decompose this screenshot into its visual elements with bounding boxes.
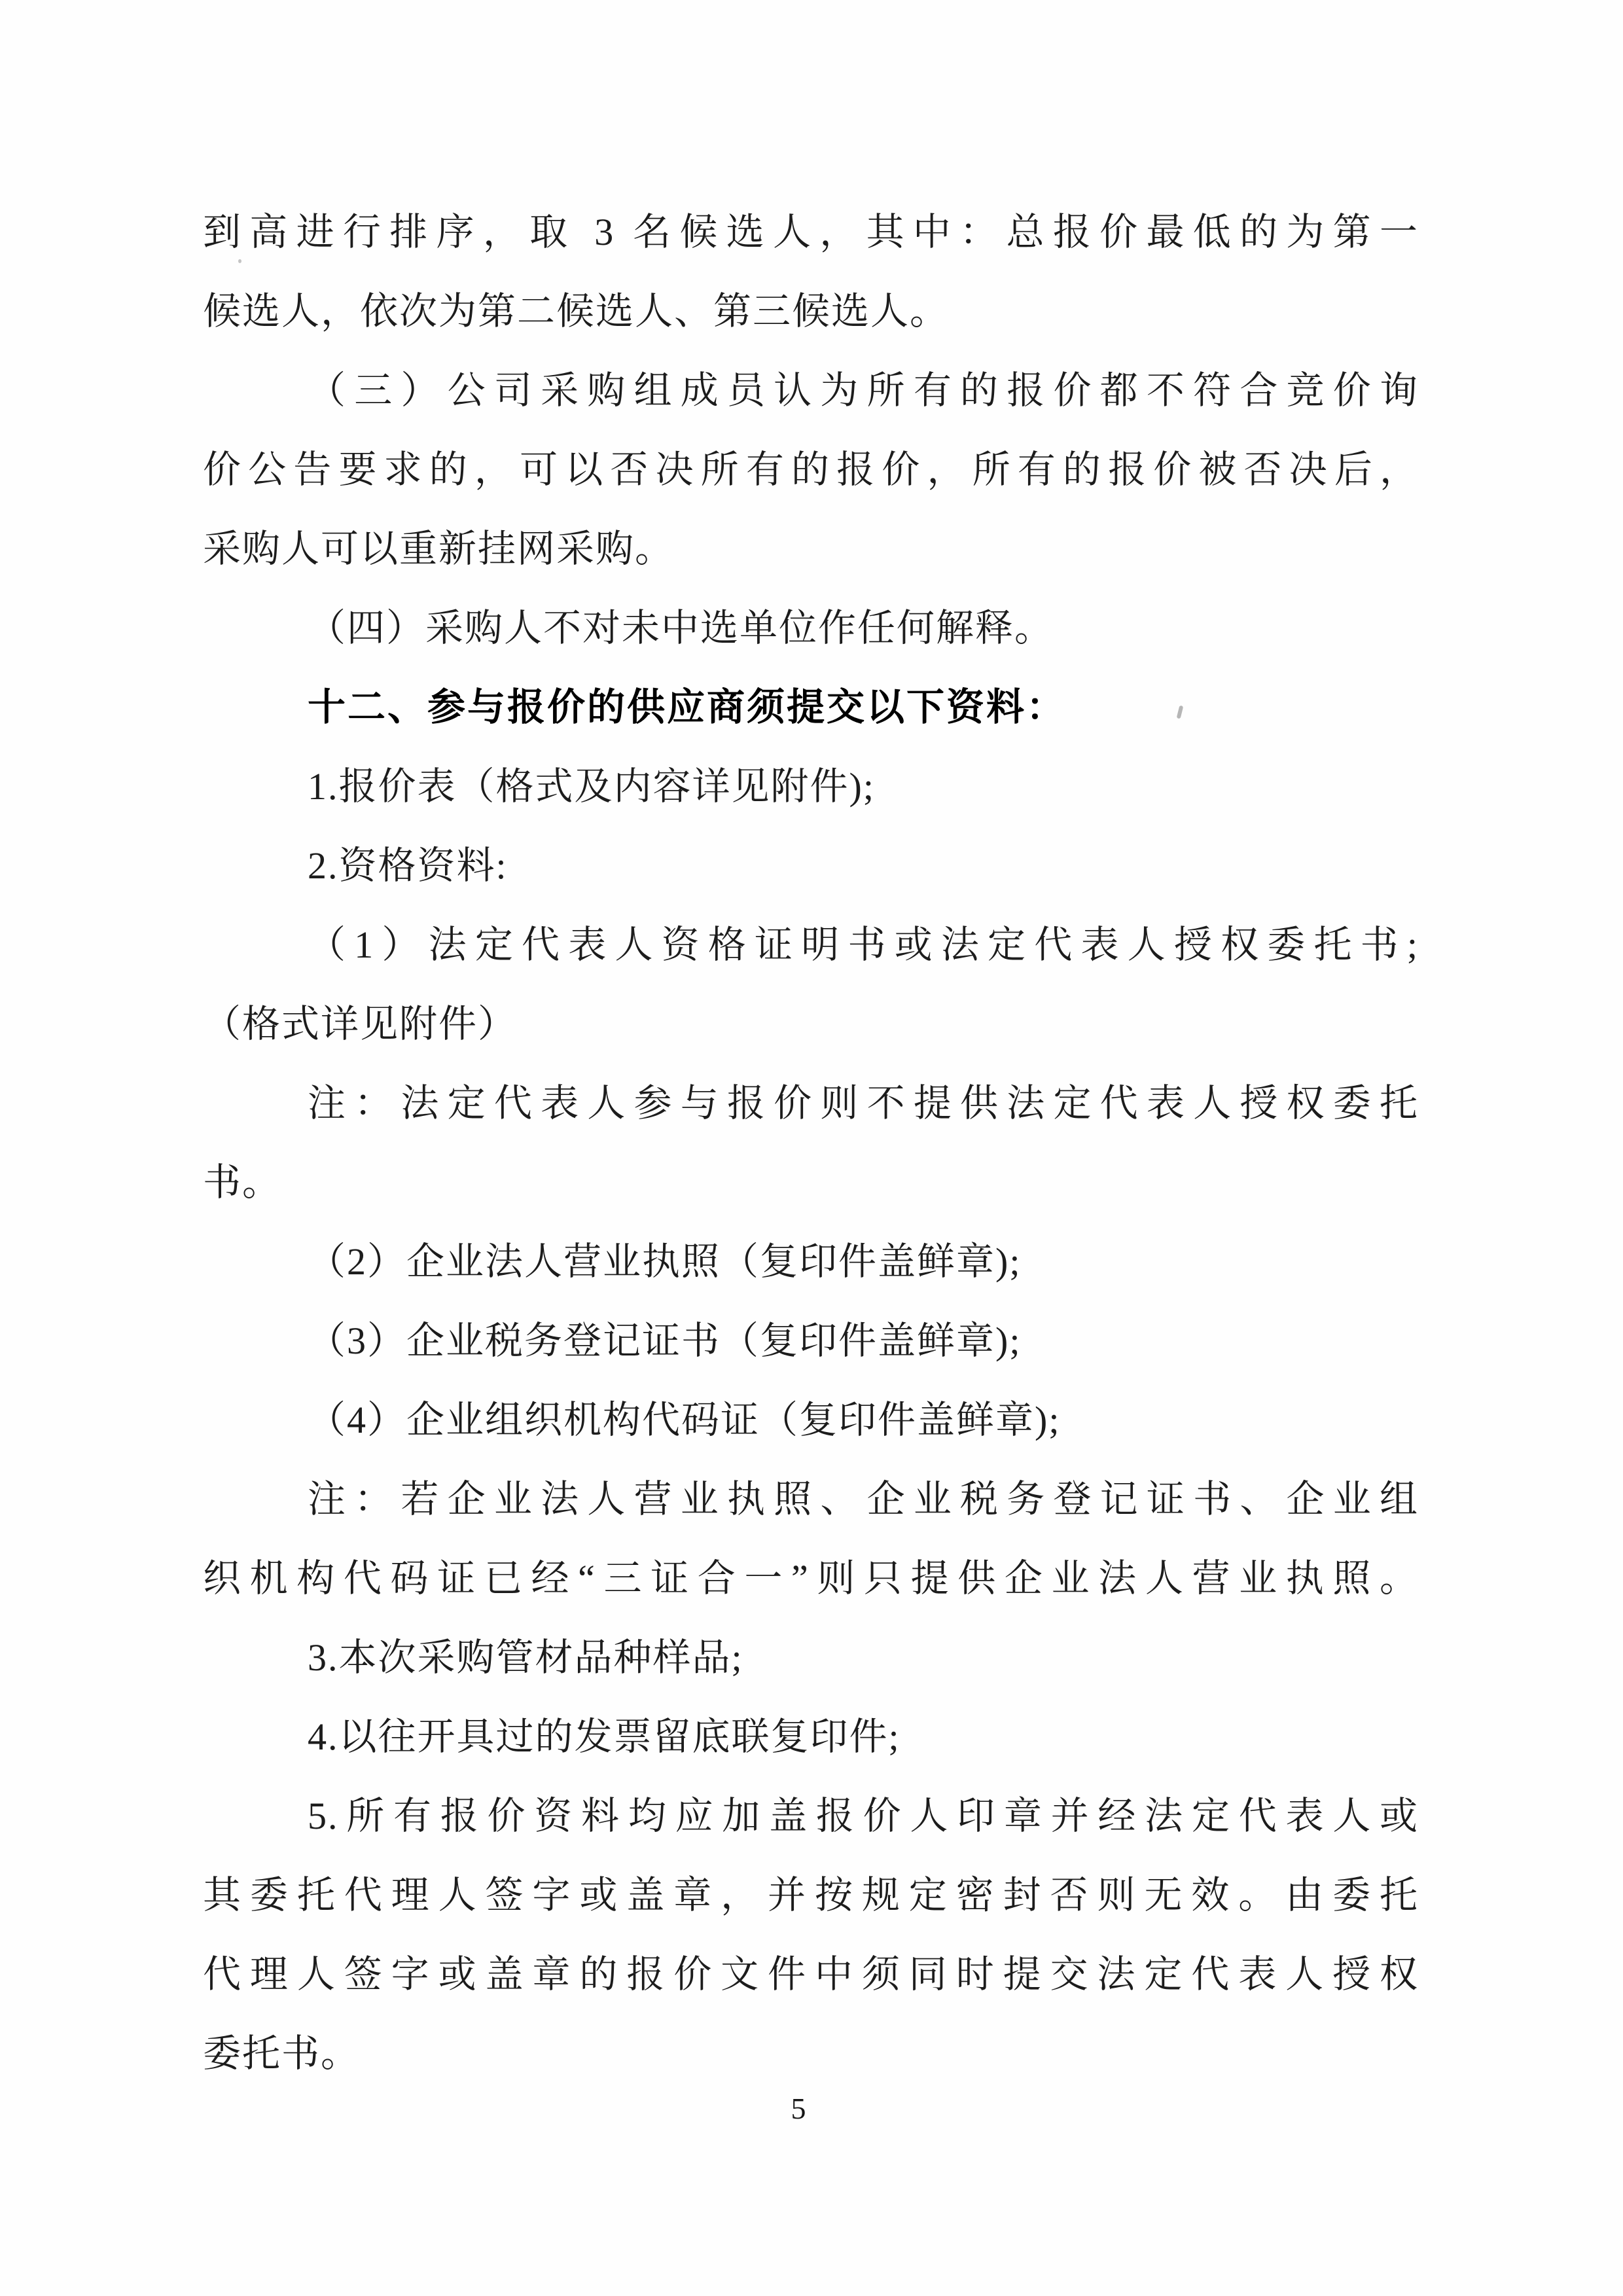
text-line: 委托书。 [203, 2032, 361, 2075]
text-line: （2）企业法人营业执照（复印件盖鲜章); [308, 1240, 1022, 1283]
text-line: 3.本次采购管材品种样品; [308, 1636, 743, 1679]
text-block [203, 192, 1419, 2093]
text-line: 注：法定代表人参与报价则不提供法定代表人授权委托 [308, 1082, 1419, 1124]
text-line: 十二、参与报价的供应商须提交以下资料： [308, 686, 1067, 728]
text-line: 4.以往开具过的发票留底联复印件; [308, 1715, 901, 1758]
text-line: （格式详见附件） [203, 1003, 518, 1045]
text-line: （1）法定代表人资格证明书或法定代表人授权委托书; [308, 924, 1419, 966]
text-line: （三）公司采购组成员认为所有的报价都不符合竞价询 [308, 369, 1419, 412]
text-line: 书。 [203, 1161, 282, 1204]
text-line: 1.报价表（格式及内容详见附件); [308, 765, 875, 808]
text-line: 到高进行排序，取 3 名候选人，其中：总报价最低的为第一 [203, 211, 1419, 253]
text-line: 其委托代理人签字或盖章，并按规定密封否则无效。由委托 [203, 1874, 1419, 1916]
text-line: 候选人，依次为第二候选人、第三候选人。 [203, 290, 950, 332]
text-line: （4）企业组织机构代码证（复印件盖鲜章); [308, 1399, 1061, 1441]
text-line: 价公告要求的，可以否决所有的报价，所有的报价被否决后， [203, 448, 1419, 491]
text-line: （四）采购人不对未中选单位作任何解释。 [308, 607, 1054, 649]
text-line: 2.资格资料: [308, 844, 508, 887]
page-number: 5 [791, 2092, 806, 2125]
text-line: 织机构代码证已经“三证合一”则只提供企业法人营业执照。 [203, 1557, 1419, 1600]
text-line: 代理人签字或盖章的报价文件中须同时提交法定代表人授权 [203, 1953, 1419, 1996]
text-line: 5.所有报价资料均应加盖报价人印章并经法定代表人或 [308, 1795, 1419, 1837]
text-line: 注：若企业法人营业执照、企业税务登记证书、企业组 [308, 1478, 1419, 1520]
scan-speck [238, 259, 241, 263]
text-line: 采购人可以重新挂网采购。 [203, 528, 675, 570]
text-line: （3）企业税务登记证书（复印件盖鲜章); [308, 1319, 1022, 1362]
